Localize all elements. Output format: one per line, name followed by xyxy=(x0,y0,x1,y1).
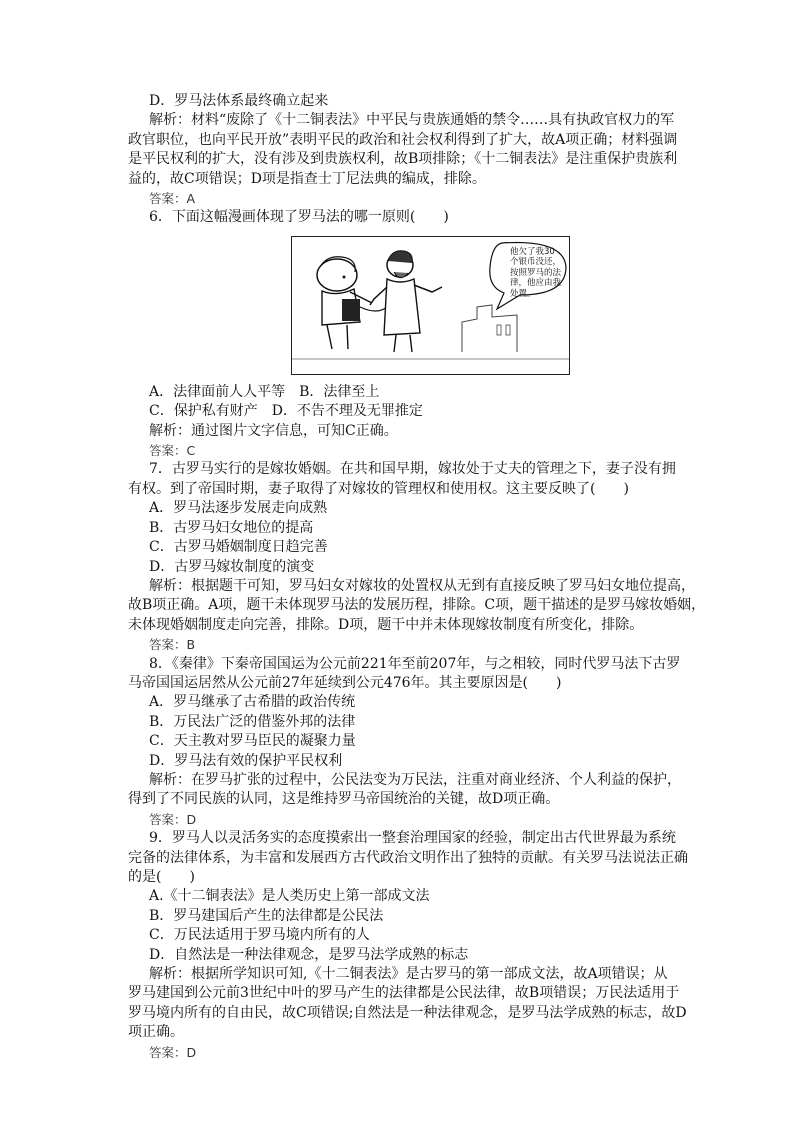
q8-stem-line: 马帝国国运居然从公元前27年延续到公元476年。其主要原因是( ) xyxy=(128,674,562,691)
cartoon-speech-bubble: 他欠了我30个银币没还，按照罗马的法律，他应由我处置。 xyxy=(510,246,562,299)
q6-option-line: A．法律面前人人平等 B．法律至上 xyxy=(149,383,380,400)
q5-option-d: D．罗马法体系最终确立起来 xyxy=(149,93,329,109)
q8-option-c: C．天主教对罗马臣民的凝聚力量 xyxy=(149,733,356,750)
q6-stem: 6．下面这幅漫画体现了罗马法的哪一原则( ) xyxy=(149,209,449,226)
q9-option-c: C．万民法适用于罗马境内所有的人 xyxy=(149,927,370,944)
q5-answer: 答案：A xyxy=(149,191,196,207)
q9-answer: 答案：D xyxy=(149,1044,197,1060)
q7-stem-line: 7．古罗马实行的是嫁妆婚姻。在共和国早期，嫁妆处于丈夫的管理之下，妻子没有拥 xyxy=(149,461,676,478)
q9-stem-line: 的是( ) xyxy=(128,869,195,885)
document-page xyxy=(128,92,706,1062)
q9-stem-line: 9．罗马人以灵活务实的态度摸索出一整套治理国家的经验，制定出古代世界最为系统 xyxy=(149,830,676,847)
q7-option-a: A．罗马法逐步发展走向成熟 xyxy=(149,500,328,517)
q8-option-d: D．罗马法有效的保护平民权利 xyxy=(149,752,343,769)
q9-option-d: D．自然法是一种法律观念，是罗马法学成熟的标志 xyxy=(149,946,469,963)
q8-option-b: B．万民法广泛的借鉴外邦的法律 xyxy=(149,713,356,730)
q7-analysis-line: 故B项正确。A项，题干未体现罗马法的发展历程，排除。C项，题干描述的是罗马嫁妆婚姻， xyxy=(128,597,706,614)
q7-analysis-line: 解析：根据题干可知，罗马妇女对嫁妆的处置权从无到有直接反映了罗马妇女地位提高， xyxy=(149,577,695,594)
q8-stem-line: 8．《秦律》下秦帝国国运为公元前221年至前207年，与之相较，同时代罗马法下古罗 xyxy=(149,655,681,672)
q5-analysis-line: 解析：材料“废除了《十二铜表法》中平民与贵族通婚的禁令……具有执政官权力的军 xyxy=(149,112,675,129)
q9-analysis-line: 罗马境内所有的自由民，故C项错误;自然法是一种法律观念，是罗马法学成熟的标志，故D xyxy=(128,1004,687,1021)
q6-analysis: 解析：通过图片文字信息，可知C正确。 xyxy=(149,422,398,439)
q9-stem-line: 完备的法律体系，为丰富和发展西方古代政治文明作出了独特的贡献。有关罗马法说法正确 xyxy=(128,849,688,866)
q8-answer: 答案：D xyxy=(149,811,197,827)
q5-analysis-line: 政官职位，也向平民开放”表明平民的政治和社会权利得到了扩大，故A项正确；材料强调 xyxy=(128,131,678,148)
roman-law-cartoon xyxy=(291,236,570,375)
q7-analysis-line: 未体现婚姻制度走向完善，排除。D项，题干中并未体现嫁妆制度有所变化，排除。 xyxy=(128,616,644,633)
q8-analysis-line: 解析：在罗马扩张的过程中，公民法变为万民法，注重对商业经济、个人利益的保护， xyxy=(149,771,681,788)
q6-answer: 答案：C xyxy=(149,443,196,459)
q9-analysis-line: 项正确。 xyxy=(128,1024,184,1041)
q5-analysis-line: 益的，故C项错误；D项是指查士丁尼法典的编成，排除。 xyxy=(128,170,486,187)
q7-option-c: C．古罗马婚姻制度日趋完善 xyxy=(149,539,328,556)
q6-option-line: C．保护私有财产 D．不告不理及无罪推定 xyxy=(149,403,423,420)
q9-analysis-line: 罗马建国到公元前3世纪中叶的罗马产生的法律都是公民法律，故B项错误；万民法适用于 xyxy=(128,985,680,1002)
q7-stem-line: 有权。到了帝国时期，妻子取得了对嫁妆的管理权和使用权。这主要反映了( ) xyxy=(128,480,629,497)
q8-option-a: A．罗马继承了古希腊的政治传统 xyxy=(149,694,356,711)
q7-option-b: B．古罗马妇女地位的提高 xyxy=(149,519,314,536)
q9-option-b: B．罗马建国后产生的法律都是公民法 xyxy=(149,907,384,924)
q9-analysis-line: 解析：根据所学知识可知,《十二铜表法》是古罗马的第一部成文法，故A项错误；从 xyxy=(149,966,668,983)
q7-option-d: D．古罗马嫁妆制度的演变 xyxy=(149,558,315,575)
q5-analysis-line: 是平民权利的扩大，没有涉及到贵族权利，故B项排除；《十二铜表法》是注重保护贵族利 xyxy=(128,151,678,168)
q8-analysis-line: 得到了不同民族的认同，这是维持罗马帝国统治的关键，故D项正确。 xyxy=(128,791,560,808)
q7-answer: 答案：B xyxy=(149,637,196,653)
q9-option-a: A.《十二铜表法》是人类历史上第一部成文法 xyxy=(149,888,430,905)
